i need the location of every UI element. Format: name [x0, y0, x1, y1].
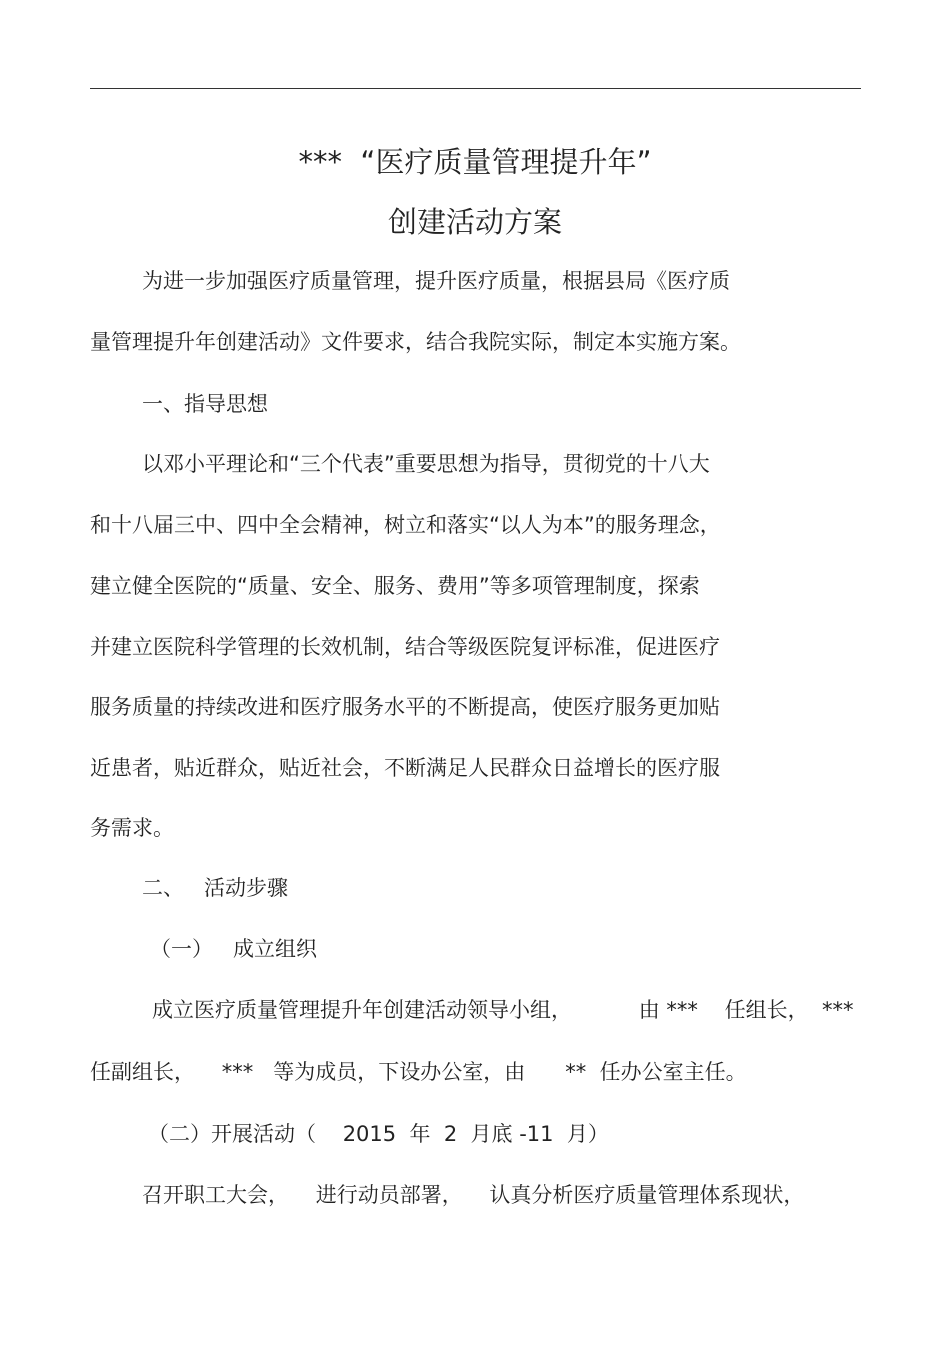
- section1-line-2: 和十八届三中、四中全会精神，树立和落实“以人为本”的服务理念，: [90, 513, 721, 537]
- intro-line-1: 为进一步加强医疗质量管理，提升医疗质量，根据县局《医疗质: [142, 269, 730, 293]
- header-rule: [90, 88, 861, 89]
- subsection1-line-2: 任副组长， *** 等为成员，下设办公室，由 ** 任办公室主任。: [90, 1060, 747, 1084]
- section1-line-6: 近患者，贴近群众，贴近社会，不断满足人民群众日益增长的医疗服: [90, 756, 720, 780]
- subsection1-line-1: 成立医疗质量管理提升年创建活动领导小组， 由 *** 任组长， ***: [152, 998, 854, 1022]
- subsection1-heading: （一） 成立组织: [150, 937, 318, 961]
- section1-heading: 一、指导思想: [142, 392, 268, 416]
- section1-line-3: 建立健全医院的“质量、安全、服务、费用”等多项管理制度，探索: [90, 574, 700, 598]
- document-title-line1: *** “医疗质量管理提升年”: [298, 145, 652, 179]
- document-title-line2: 创建活动方案: [387, 205, 562, 239]
- section1-line-5: 服务质量的持续改进和医疗服务水平的不断提高，使医疗服务更加贴: [90, 695, 720, 719]
- section1-line-4: 并建立医院科学管理的长效机制，结合等级医院复评标准，促进医疗: [90, 635, 720, 659]
- section2-heading: 二、 活动步骤: [142, 876, 289, 900]
- subsection2-heading: （二）开展活动（ 2015 年 2 月底 -11 月）: [148, 1122, 609, 1146]
- section1-line-1: 以邓小平理论和“三个代表”重要思想为指导，贯彻党的十八大: [142, 452, 710, 476]
- subsection2-line-1: 召开职工大会， 进行动员部署， 认真分析医疗质量管理体系现状，: [142, 1183, 805, 1207]
- section1-line-7: 务需求。: [90, 816, 174, 840]
- intro-line-2: 量管理提升年创建活动》文件要求，结合我院实际，制定本实施方案。: [90, 330, 741, 354]
